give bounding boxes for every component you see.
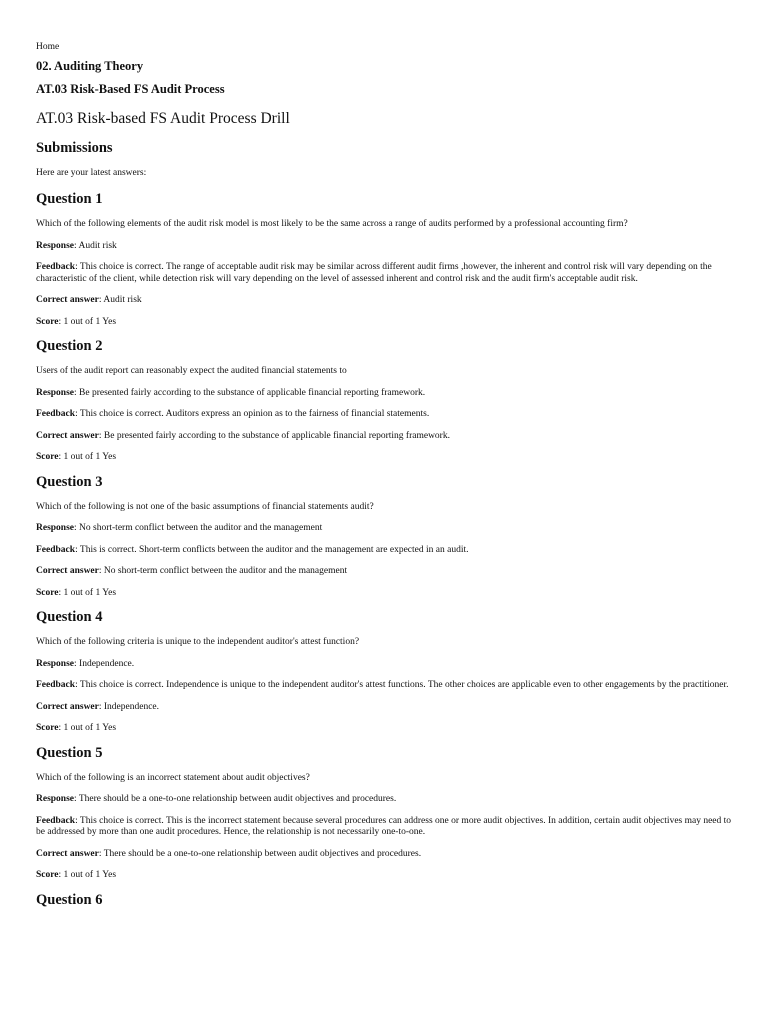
question-title: Question 6 bbox=[36, 891, 103, 908]
response-line: Response: Be presented fairly according to the substance of applicable financial reporting framework. bbox=[36, 387, 426, 398]
feedback-line: Feedback: This choice is correct. Auditors express an opinion as to the fairness of financial statements. bbox=[36, 409, 430, 419]
feedback-line: Feedback: This choice is correct. This is the incorrect statement because several procedures can address one or more audit objectives. In addition, certain audit objectives may need to be addressed by more than one audit procedures. Hence, the relationship is not necessarily one-to-one. bbox=[36, 815, 732, 837]
question-text: Which of the following criteria is unique to the independent auditor's attest function? bbox=[36, 637, 360, 647]
correct-answer-label: Correct answer bbox=[36, 295, 99, 305]
feedback-label: Feedback bbox=[36, 544, 76, 555]
correct-answer-label: Correct answer bbox=[36, 566, 99, 576]
feedback-line: Feedback: This is correct. Short-term conflicts between the auditor and the management are expected in an audit. bbox=[36, 544, 469, 555]
correct-answer-value: There should be a one-to-one relationship between audit objectives and procedures. bbox=[103, 848, 422, 859]
breadcrumb-category: 02. Auditing Theory bbox=[36, 59, 144, 73]
score-value: 1 out of 1 Yes bbox=[63, 587, 117, 598]
question-text: Which of the following is an incorrect statement about audit objectives? bbox=[36, 772, 310, 783]
correct-answer-line: Correct answer: Be presented fairly according to the substance of applicable financial reporting framework. bbox=[36, 430, 450, 441]
response-label: Response bbox=[36, 387, 75, 398]
score-label: Score bbox=[36, 316, 59, 327]
feedback-label: Feedback bbox=[36, 815, 76, 826]
correct-answer-label: Correct answer bbox=[36, 430, 99, 441]
question-block bbox=[36, 745, 732, 882]
correct-answer-label: Correct answer bbox=[36, 848, 99, 859]
breadcrumb-home-link[interactable]: Home bbox=[36, 42, 60, 52]
score-label: Score bbox=[36, 723, 59, 733]
response-value: Be presented fairly according to the substance of applicable financial reporting framework. bbox=[79, 387, 426, 398]
score-value: 1 out of 1 Yes bbox=[63, 316, 117, 327]
score-line: Score: 1 out of 1 Yes bbox=[36, 870, 117, 880]
question-title: Question 3 bbox=[36, 473, 103, 490]
correct-answer-value: Audit risk bbox=[103, 295, 142, 305]
question-title: Question 2 bbox=[36, 338, 103, 354]
score-line: Score: 1 out of 1 Yes bbox=[36, 452, 117, 462]
submissions-heading: Submissions bbox=[36, 140, 113, 156]
intro-text: Here are your latest answers: bbox=[36, 168, 147, 178]
feedback-label: Feedback bbox=[36, 680, 76, 690]
response-label: Response bbox=[36, 240, 75, 251]
correct-answer-value: Independence. bbox=[103, 701, 160, 712]
response-label: Response bbox=[36, 794, 75, 804]
feedback-value: This choice is correct. The range of acceptable audit risk may be similar across different audit firms ,however, the inherent and control risk will vary depending on the characteristic of the client, while detection risk will vary depending on the level of assessed inherent and control risk and the audit firm's acceptable audit risk. bbox=[36, 262, 712, 284]
question-block bbox=[36, 609, 732, 735]
score-value: 1 out of 1 Yes bbox=[63, 452, 117, 462]
question-block bbox=[36, 191, 732, 328]
question-block bbox=[36, 474, 732, 600]
feedback-value: This choice is correct. This is the incorrect statement because several procedures can address one or more audit objectives. In addition, certain audit objectives may need to be addressed by more than one audit procedures. Hence, the relationship is not necessarily one-to-one. bbox=[36, 815, 732, 837]
question-title: Question 4 bbox=[36, 609, 103, 625]
response-line: Response: No short-term conflict between the auditor and the management bbox=[36, 523, 323, 533]
correct-answer-line: Correct answer: Audit risk bbox=[36, 295, 142, 305]
score-label: Score bbox=[36, 587, 59, 598]
response-label: Response bbox=[36, 658, 75, 669]
feedback-value: This choice is correct. Auditors express an opinion as to the fairness of financial statements. bbox=[79, 409, 430, 419]
response-value: Independence. bbox=[79, 658, 135, 669]
response-line: Response: There should be a one-to-one relationship between audit objectives and procedures. bbox=[36, 794, 397, 804]
page-title: AT.03 Risk-based FS Audit Process Drill bbox=[36, 110, 290, 127]
score-line: Score: 1 out of 1 Yes bbox=[36, 316, 117, 327]
question-title: Question 5 bbox=[36, 744, 103, 761]
score-label: Score bbox=[36, 452, 59, 462]
response-label: Response bbox=[36, 523, 75, 533]
question-block bbox=[36, 338, 732, 464]
response-value: No short-term conflict between the auditor and the management bbox=[79, 523, 323, 533]
question-text: Which of the following elements of the audit risk model is most likely to be the same across a range of audits performed by a professional accounting firm? bbox=[36, 219, 628, 229]
correct-answer-line: Correct answer: There should be a one-to-one relationship between audit objectives and procedures. bbox=[36, 848, 422, 859]
response-line: Response: Independence. bbox=[36, 658, 135, 669]
feedback-value: This is correct. Short-term conflicts between the auditor and the management are expected in an audit. bbox=[79, 544, 469, 555]
question-text: Which of the following is not one of the basic assumptions of financial statements audit? bbox=[36, 501, 374, 512]
score-value: 1 out of 1 Yes bbox=[63, 723, 117, 733]
score-line: Score: 1 out of 1 Yes bbox=[36, 587, 117, 598]
correct-answer-value: No short-term conflict between the auditor and the management bbox=[103, 566, 348, 576]
correct-answer-line: Correct answer: No short-term conflict between the auditor and the management bbox=[36, 566, 348, 576]
feedback-line: Feedback: This choice is correct. The range of acceptable audit risk may be similar across different audit firms ,however, the inherent and control risk will vary depending on the characteristic of the client, while detection risk will vary depending on the level of assessed inherent and control risk and the audit firm's acceptable audit risk. bbox=[36, 262, 712, 284]
correct-answer-line: Correct answer: Independence. bbox=[36, 701, 160, 712]
breadcrumb-topic: AT.03 Risk-Based FS Audit Process bbox=[36, 82, 225, 96]
question-text: Users of the audit report can reasonably expect the audited financial statements to bbox=[36, 366, 347, 376]
response-value: There should be a one-to-one relationship between audit objectives and procedures. bbox=[78, 794, 397, 804]
response-value: Audit risk bbox=[78, 240, 117, 251]
question-block bbox=[36, 892, 732, 909]
score-label: Score bbox=[36, 870, 59, 880]
feedback-line: Feedback: This choice is correct. Independence is unique to the independent auditor's attest functions. The other choices are applicable even to other engagements by the practitioner. bbox=[36, 680, 729, 690]
correct-answer-value: Be presented fairly according to the substance of applicable financial reporting framework. bbox=[103, 430, 450, 441]
feedback-label: Feedback bbox=[36, 262, 76, 272]
score-value: 1 out of 1 Yes bbox=[63, 870, 117, 880]
question-title: Question 1 bbox=[36, 191, 103, 207]
feedback-label: Feedback bbox=[36, 409, 76, 419]
response-line: Response: Audit risk bbox=[36, 240, 117, 251]
feedback-value: This choice is correct. Independence is unique to the independent auditor's attest functions. The other choices are applicable even to other engagements by the practitioner. bbox=[79, 680, 729, 690]
correct-answer-label: Correct answer bbox=[36, 701, 99, 712]
score-line: Score: 1 out of 1 Yes bbox=[36, 723, 117, 733]
